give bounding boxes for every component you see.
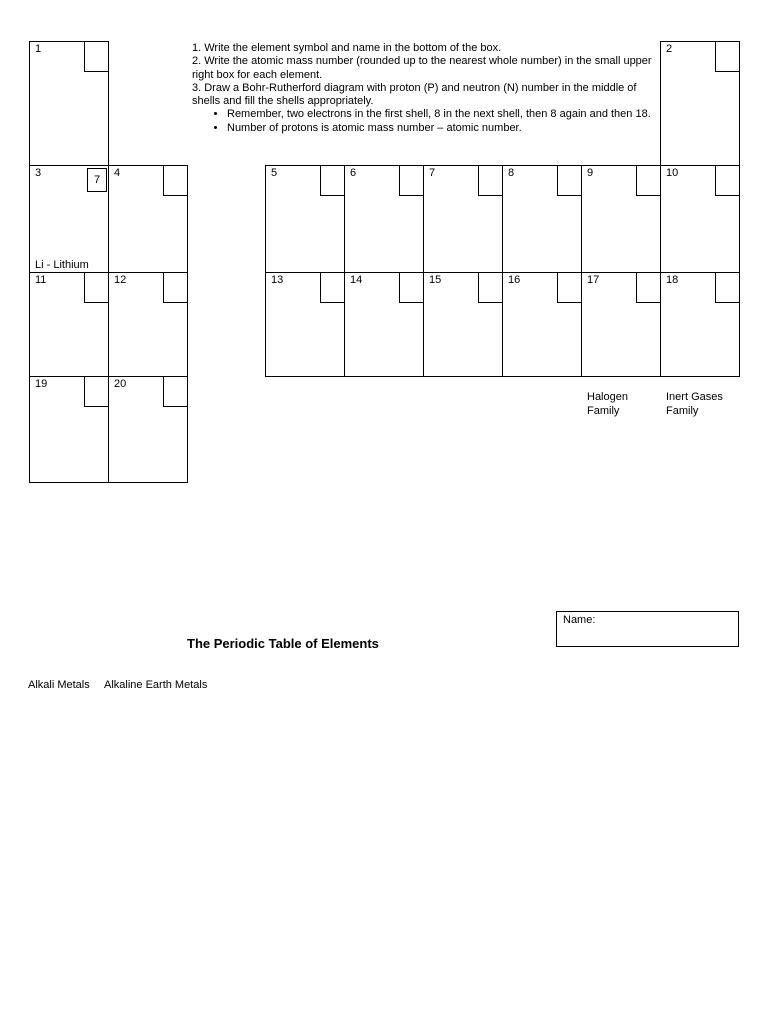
mass-number-box[interactable] [715, 166, 739, 196]
element-cell-18[interactable] [660, 272, 740, 377]
mass-number-box[interactable] [320, 273, 344, 303]
atomic-number: 13 [271, 274, 284, 286]
element-cell-19[interactable] [29, 376, 109, 483]
atomic-number: 8 [508, 167, 515, 179]
element-cell-6[interactable] [344, 165, 424, 273]
instruction-bullets [192, 108, 654, 135]
alkali-metals-label: Alkali Metals [28, 679, 90, 691]
element-cell-9[interactable] [581, 165, 661, 273]
mass-number-box[interactable] [715, 273, 739, 303]
element-cell-10[interactable] [660, 165, 740, 273]
element-cell-17[interactable] [581, 272, 661, 377]
mass-number-box[interactable] [320, 166, 344, 196]
halogen-family-label [587, 390, 628, 418]
name-field[interactable] [556, 611, 739, 647]
mass-number-box[interactable] [163, 273, 187, 303]
element-cell-16[interactable] [502, 272, 582, 377]
instruction-step-1: 1. Write the element symbol and name in the bottom of the box. [192, 42, 502, 54]
mass-number-box[interactable] [84, 377, 108, 407]
instruction-bullet: • Number of protons is atomic mass number – atomic number. [227, 122, 654, 135]
element-cell-3[interactable] [29, 165, 109, 273]
atomic-number: 5 [271, 167, 278, 179]
atomic-number: 4 [114, 167, 121, 179]
instruction-step-3: 3. Draw a Bohr-Rutherford diagram with proton (P) and neutron (N) number in the middle of shells and fill the shells appropriately. [192, 81, 637, 108]
instruction-step-2: 2. Write the atomic mass number (rounded up to the nearest whole number) in the small upper right box for each element. [192, 55, 652, 81]
mass-number-box[interactable] [478, 273, 502, 303]
atomic-number: 2 [666, 43, 673, 55]
element-cell-11[interactable] [29, 272, 109, 377]
mass-number-box[interactable] [636, 273, 660, 303]
mass-number-box[interactable] [557, 273, 581, 303]
atomic-number: 19 [35, 378, 48, 390]
mass-number-box[interactable] [163, 166, 187, 196]
mass-number-box[interactable] [636, 166, 660, 196]
element-cell-20[interactable] [108, 376, 188, 483]
alkaline-earth-metals-label: Alkaline Earth Metals [104, 679, 208, 691]
mass-number-box[interactable] [478, 166, 502, 196]
element-cell-8[interactable] [502, 165, 582, 273]
atomic-number: 1 [35, 43, 42, 55]
mass-number-box[interactable] [84, 273, 108, 303]
atomic-number: 11 [35, 274, 47, 286]
atomic-number: 10 [666, 167, 679, 179]
atomic-number: 14 [350, 274, 363, 286]
atomic-number: 9 [587, 167, 594, 179]
element-cell-7[interactable] [423, 165, 503, 273]
mass-number-box[interactable] [399, 273, 423, 303]
instructions [192, 42, 654, 135]
mass-number-box[interactable] [399, 166, 423, 196]
atomic-number: 18 [666, 274, 679, 286]
mass-number-box[interactable]: 7 [87, 168, 107, 192]
element-cell-15[interactable] [423, 272, 503, 377]
element-cell-13[interactable] [265, 272, 345, 377]
inert-label-line: Family [666, 405, 699, 417]
mass-number-box[interactable] [84, 42, 108, 72]
halogen-label-line: Family [587, 405, 620, 417]
element-cell-1[interactable] [29, 41, 109, 166]
atomic-number: 3 [35, 167, 42, 179]
atomic-number: 15 [429, 274, 442, 286]
page-title: The Periodic Table of Elements [187, 636, 379, 651]
atomic-number: 17 [587, 274, 600, 286]
halogen-label-line: Halogen [587, 391, 628, 403]
atomic-number: 20 [114, 378, 127, 390]
atomic-number: 12 [114, 274, 127, 286]
instruction-bullet: • Remember, two electrons in the first shell, 8 in the next shell, then 8 again and then 18. [227, 108, 654, 121]
atomic-number: 16 [508, 274, 521, 286]
mass-number-box[interactable] [163, 377, 187, 407]
element-cell-12[interactable] [108, 272, 188, 377]
name-label: Name: [563, 614, 596, 626]
atomic-number: 6 [350, 167, 357, 179]
mass-number-box[interactable] [557, 166, 581, 196]
atomic-number: 7 [429, 167, 436, 179]
element-cell-2[interactable] [660, 41, 740, 166]
element-cell-5[interactable] [265, 165, 345, 273]
inert-gases-family-label [666, 390, 723, 418]
element-cell-14[interactable] [344, 272, 424, 377]
mass-number-box[interactable] [715, 42, 739, 72]
element-name: Li - Lithium [35, 259, 89, 271]
element-cell-4[interactable] [108, 165, 188, 273]
inert-label-line: Inert Gases [666, 391, 723, 403]
